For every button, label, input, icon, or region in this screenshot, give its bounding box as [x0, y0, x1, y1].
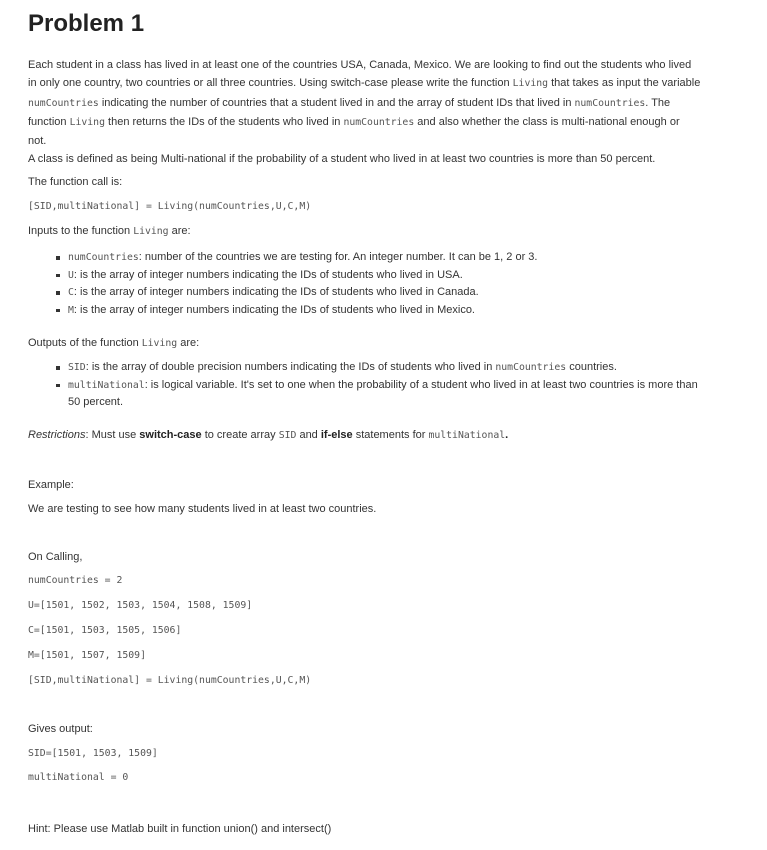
- output-label: Gives output:: [28, 723, 93, 735]
- example-label: Example:: [28, 479, 74, 491]
- outputs-label: Outputs of the function Living are:: [28, 337, 200, 349]
- calling-line: numCountries = 2: [28, 575, 123, 586]
- intro-paragraph: Each student in a class has lived in at least one of the countries USA, Canada, Mexico. We are looking to find out the students who lived in only one country, two countries or all three countries. Using switch-case please write the function Living that takes as input the variable numCountries indicating the number of countries that a student lived in and the array of student IDs that lived in numCountries. The function Living then returns the IDs of the students who lived in numCountries and also whether the class is multi-national enough or not.: [28, 59, 701, 148]
- hint-text: Hint: Please use Matlab built in function union() and intersect(): [28, 823, 332, 835]
- list-item: C: is the array of integer numbers indicating the IDs of students who lived in Canada.: [28, 284, 728, 302]
- list-item: multiNational: is logical variable. It's set to one when the probability of a student who lived in at least two countries is more than 50 percent.: [28, 377, 728, 412]
- calling-line: M=[1501, 1507, 1509]: [28, 650, 146, 661]
- example-description: We are testing to see how many students lived in at least two countries.: [28, 503, 377, 515]
- inputs-list: [28, 249, 728, 319]
- list-item: M: is the array of integer numbers indicating the IDs of students who lived in Mexico.: [28, 302, 728, 320]
- list-item: U: is the array of integer numbers indicating the IDs of students who lived in USA.: [28, 267, 728, 285]
- list-item: numCountries: number of the countries we are testing for. An integer number. It can be 1, 2 or 3.: [28, 249, 728, 267]
- output-line: multiNational = 0: [28, 772, 129, 783]
- calling-line: C=[1501, 1503, 1505, 1506]: [28, 625, 182, 636]
- definition-text: A class is defined as being Multi-national if the probability of a student who lived in at least two countries is more than 50 percent.: [28, 153, 656, 165]
- output-line: SID=[1501, 1503, 1509]: [28, 748, 158, 759]
- restrictions-text: Restrictions: Must use switch-case to create array SID and if-else statements for multiNational.: [28, 429, 509, 441]
- calling-line: [SID,multiNational] = Living(numCountries,U,C,M): [28, 675, 312, 686]
- call-code: [SID,multiNational] = Living(numCountries,U,C,M): [28, 201, 312, 212]
- calling-label: On Calling,: [28, 551, 83, 563]
- inputs-label: Inputs to the function Living are:: [28, 225, 191, 237]
- list-item: SID: is the array of double precision numbers indicating the IDs of students who lived in numCountries countries.: [28, 359, 728, 377]
- problem-title: Problem 1: [28, 10, 145, 37]
- calling-line: U=[1501, 1502, 1503, 1504, 1508, 1509]: [28, 600, 253, 611]
- outputs-list: [28, 359, 728, 412]
- call-label: The function call is:: [28, 176, 123, 188]
